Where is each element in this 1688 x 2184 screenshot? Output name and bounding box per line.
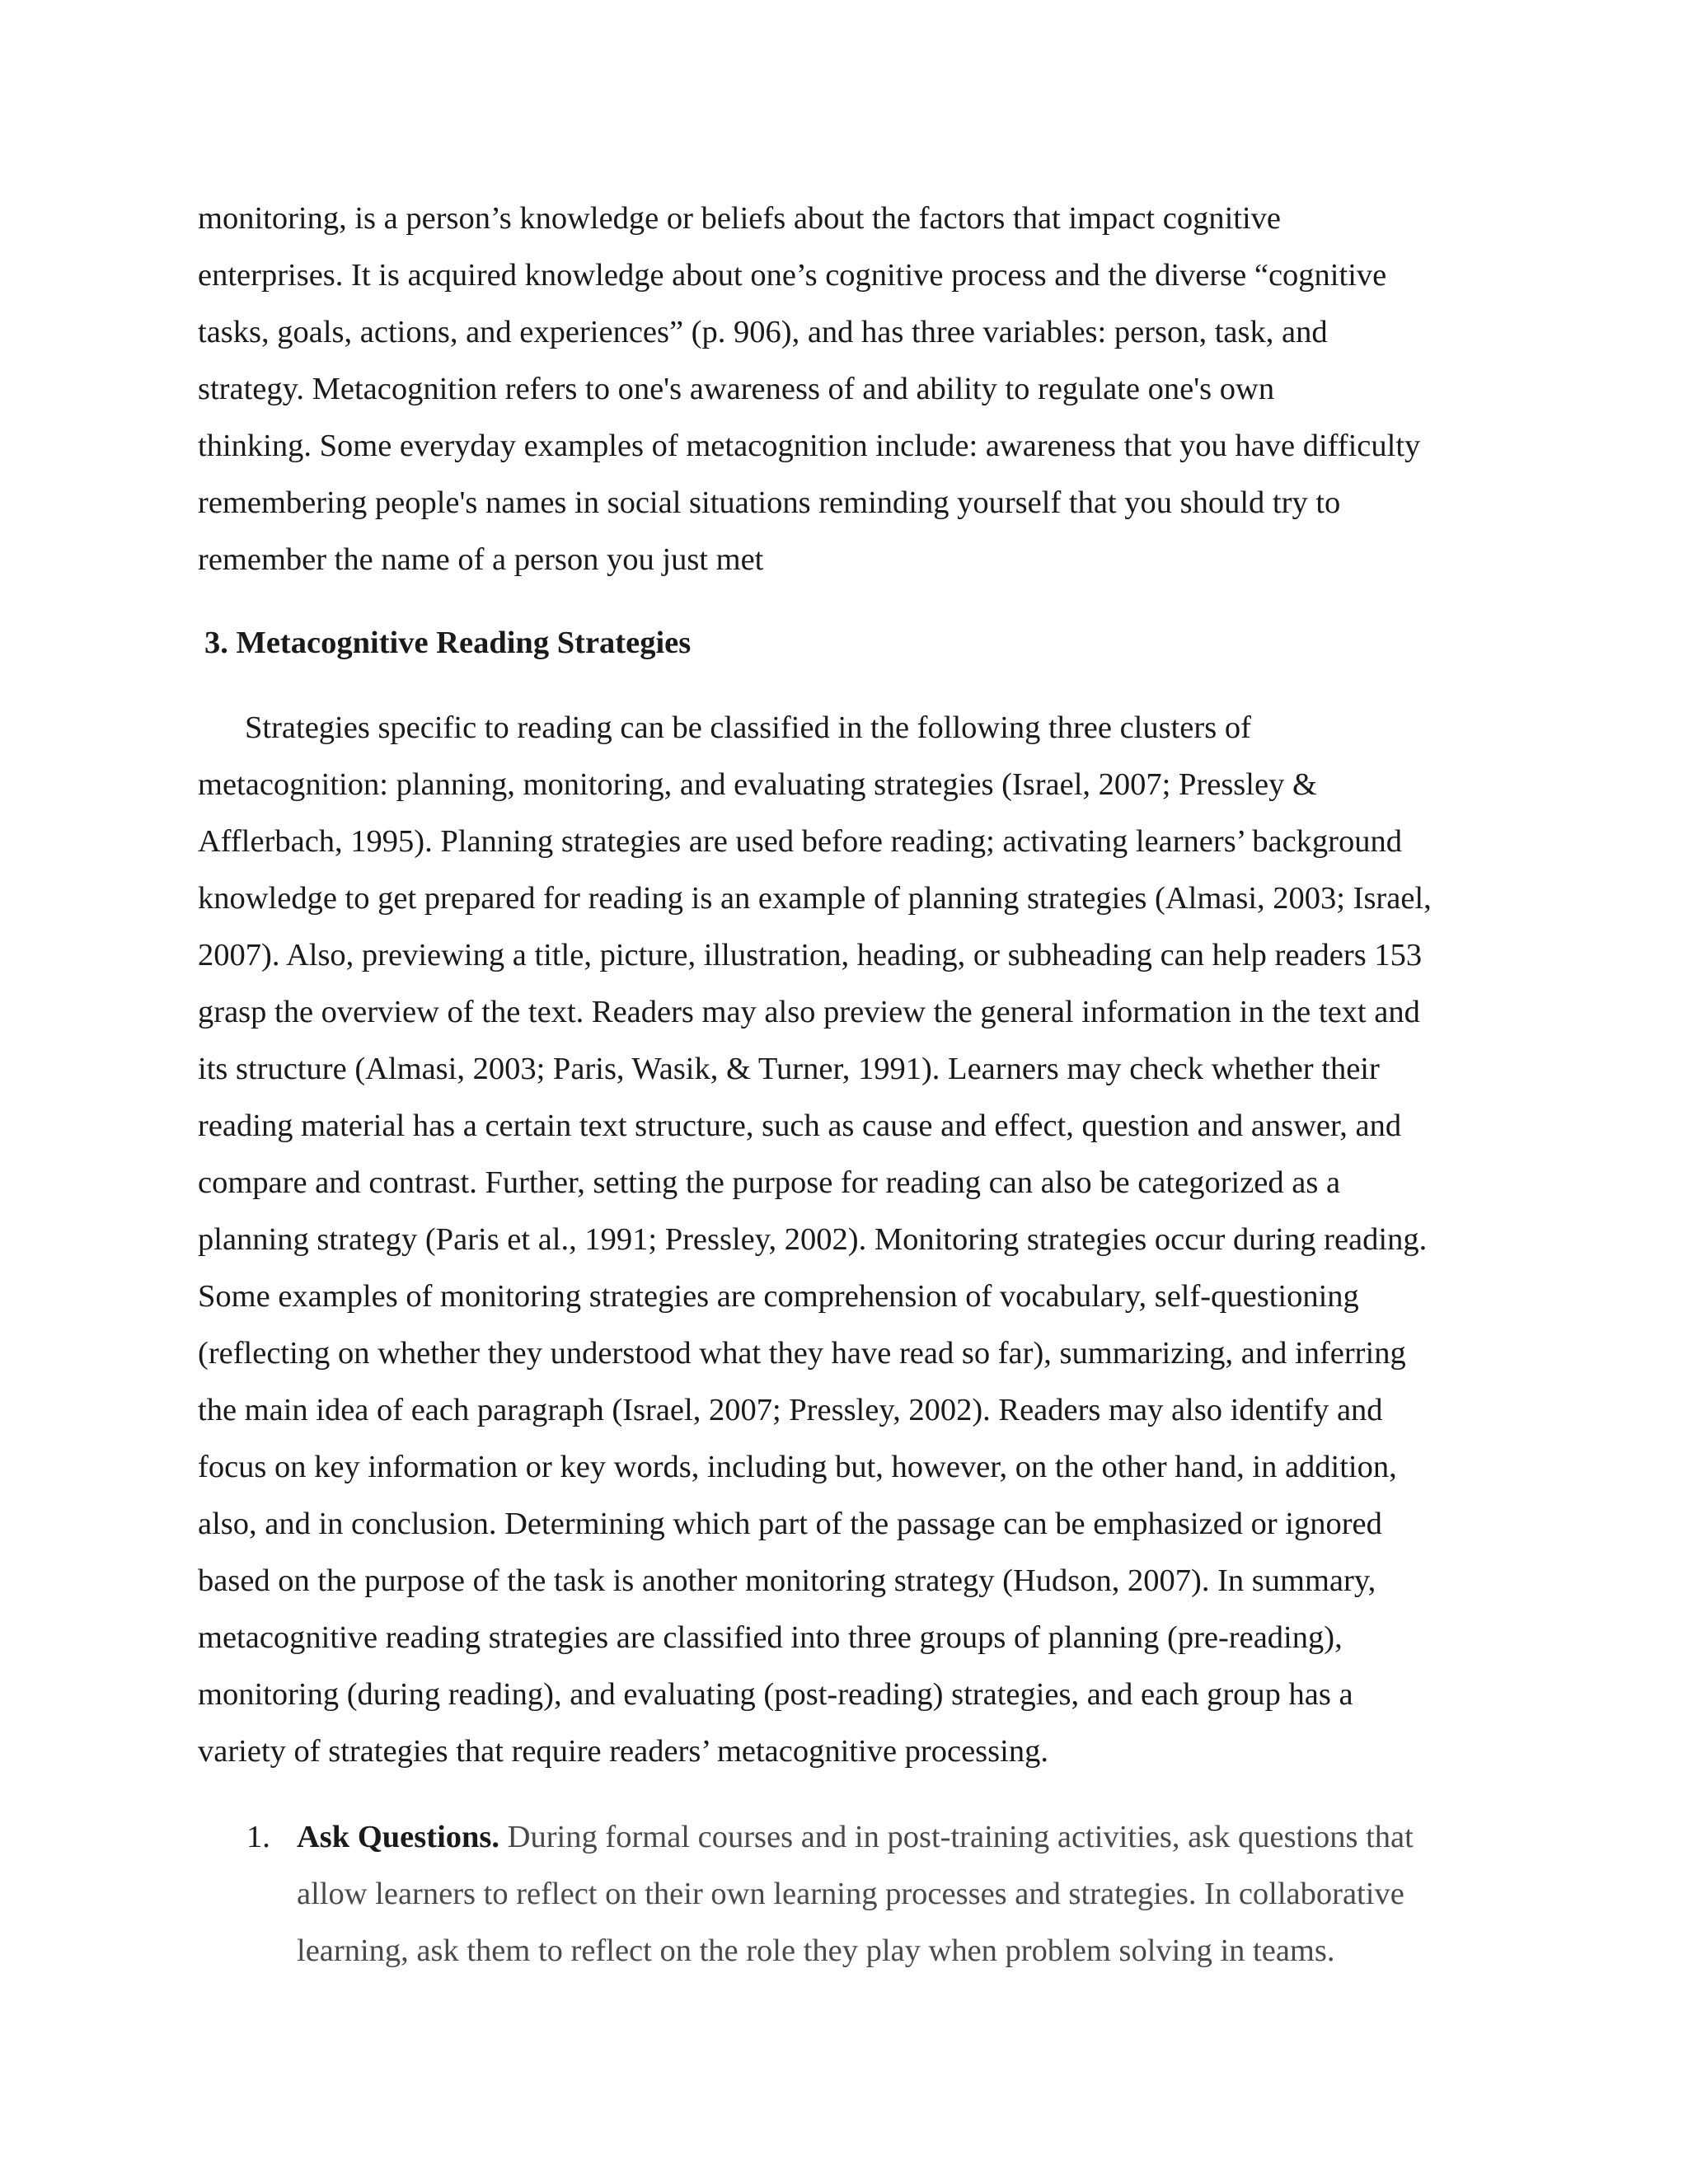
strategies-line: focus on key information or key words, including but, however, on the other hand, in addition,: [198, 1450, 1397, 1484]
strategies-line: 2007). Also, previewing a title, picture, illustration, heading, or subheading can help readers 153: [198, 938, 1423, 972]
intro-line: thinking. Some everyday examples of metacognition include: awareness that you have difficulty: [198, 429, 1421, 463]
strategies-line: also, and in conclusion. Determining which part of the passage can be emphasized or ignored: [198, 1507, 1382, 1541]
list-item-term: Ask Questions.: [297, 1820, 500, 1854]
section-heading: 3. Metacognitive Reading Strategies: [204, 626, 692, 660]
intro-paragraph: [198, 190, 1500, 588]
strategies-line: compare and contrast. Further, setting the purpose for reading can also be categorized as a: [198, 1165, 1341, 1200]
list-item-line: learning, ask them to reflect on the role they play when problem solving in teams.: [297, 1933, 1335, 1968]
list-item-first-line-text: During formal courses and in post-training activities, ask questions that: [499, 1820, 1414, 1854]
strategies-line: metacognition: planning, monitoring, and evaluating strategies (Israel, 2007; Pressley &: [198, 767, 1317, 802]
strategies-line: grasp the overview of the text. Readers may also preview the general information in the text and: [198, 995, 1420, 1029]
strategies-line: reading material has a certain text structure, such as cause and effect, question and answer, and: [198, 1108, 1402, 1143]
strategies-line: planning strategy (Paris et al., 1991; Pressley, 2002). Monitoring strategies occur during reading.: [198, 1222, 1428, 1257]
strategies-line: (reflecting on whether they understood what they have read so far), summarizing, and inferring: [198, 1336, 1406, 1371]
numbered-list: [198, 1809, 1517, 1980]
list-item-first-line: [297, 1809, 1517, 1866]
strategies-line: Some examples of monitoring strategies are comprehension of vocabulary, self-questioning: [198, 1279, 1359, 1314]
list-item: [198, 1809, 1517, 1980]
strategies-paragraph: [198, 700, 1500, 1780]
strategies-line: monitoring (during reading), and evaluating (post-reading) strategies, and each group has a: [198, 1677, 1353, 1712]
list-number: 1.: [246, 1820, 270, 1854]
intro-line: remember the name of a person you just met: [198, 542, 764, 577]
strategies-line: Strategies specific to reading can be classified in the following three clusters of: [245, 710, 1251, 745]
strategies-line: the main idea of each paragraph (Israel, 2007; Pressley, 2002). Readers may also identify and: [198, 1393, 1383, 1427]
strategies-line: knowledge to get prepared for reading is an example of planning strategies (Almasi, 2003; Israel,: [198, 881, 1432, 916]
intro-line: remembering people's names in social situations reminding yourself that you should try to: [198, 485, 1341, 520]
strategies-line: its structure (Almasi, 2003; Paris, Wasik, & Turner, 1991). Learners may check whether their: [198, 1052, 1380, 1086]
intro-line: monitoring, is a person’s knowledge or beliefs about the factors that impact cognitive: [198, 201, 1282, 236]
strategies-line: based on the purpose of the task is another monitoring strategy (Hudson, 2007). In summary,: [198, 1563, 1376, 1598]
strategies-line: Afflerbach, 1995). Planning strategies are used before reading; activating learners’ background: [198, 824, 1403, 859]
strategies-line: variety of strategies that require readers’ metacognitive processing.: [198, 1734, 1048, 1769]
intro-line: enterprises. It is acquired knowledge about one’s cognitive process and the diverse “cognitive: [198, 258, 1387, 293]
strategies-line: metacognitive reading strategies are classified into three groups of planning (pre-reading),: [198, 1620, 1343, 1655]
intro-line: strategy. Metacognition refers to one's awareness of and ability to regulate one's own: [198, 372, 1275, 406]
list-item-line: allow learners to reflect on their own learning processes and strategies. In collaborative: [297, 1877, 1404, 1911]
intro-line: tasks, goals, actions, and experiences” (p. 906), and has three variables: person, task, and: [198, 315, 1328, 349]
